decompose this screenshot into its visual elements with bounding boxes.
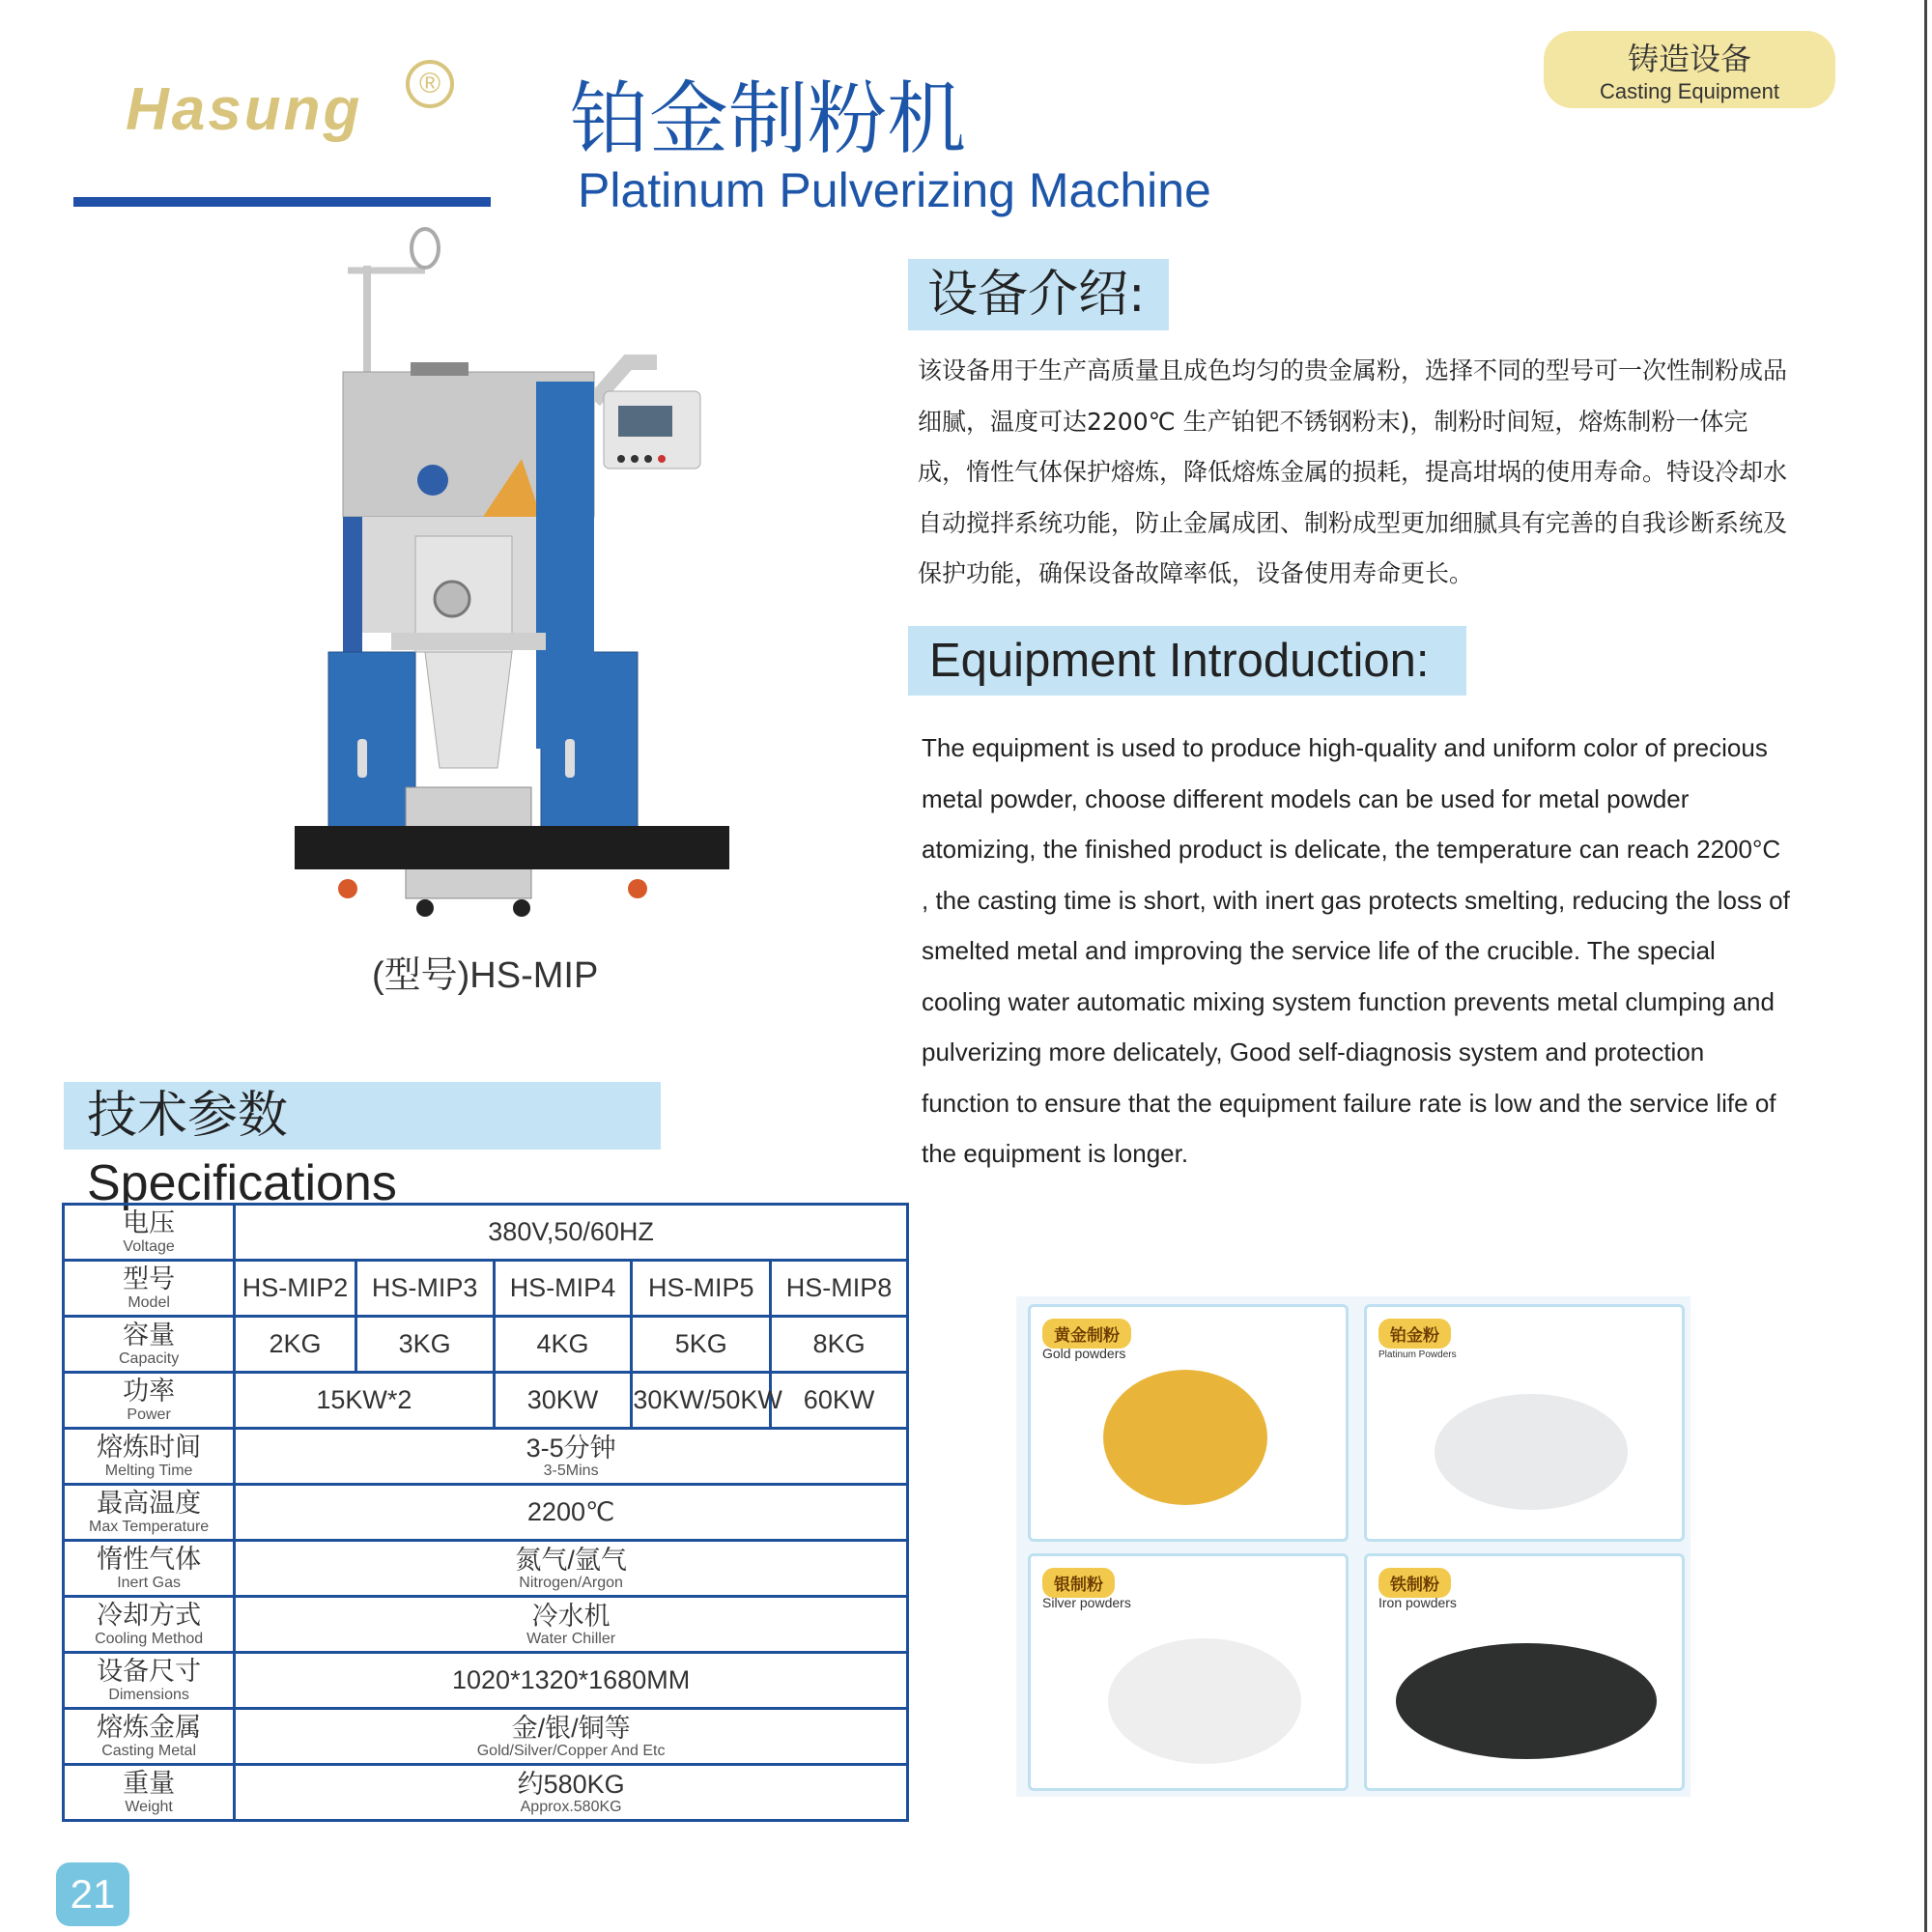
model-label: 型号 Model	[64, 1261, 235, 1317]
max-temp-label: 最高温度 Max Temperature	[64, 1485, 235, 1541]
model-value: HS-MIP3	[355, 1261, 494, 1317]
logo-underline	[73, 197, 491, 207]
dimensions-value: 1020*1320*1680MM	[235, 1653, 908, 1709]
power-label: 功率 Power	[64, 1373, 235, 1429]
power-value: 30KW	[494, 1373, 632, 1429]
melting-time-label: 熔炼时间 Melting Time	[64, 1429, 235, 1485]
table-row	[64, 1653, 908, 1709]
table-row	[64, 1373, 908, 1429]
capacity-value: 2KG	[235, 1317, 356, 1373]
casting-metal-label: 熔炼金属 Casting Metal	[64, 1709, 235, 1765]
inert-gas-value: 氮气/氩气 Nitrogen/Argon	[235, 1541, 908, 1597]
page-number: 21	[56, 1862, 129, 1926]
power-value: 60KW	[771, 1373, 908, 1429]
table-row	[64, 1485, 908, 1541]
table-row	[64, 1205, 908, 1261]
model-value: HS-MIP5	[632, 1261, 771, 1317]
capacity-value: 5KG	[632, 1317, 771, 1373]
hasung-logo: Hasung	[126, 76, 363, 143]
specs-heading-en: Specifications	[87, 1155, 397, 1211]
powder-badge: 铁制粉	[1378, 1568, 1451, 1598]
powder-label: Silver powders	[1042, 1595, 1131, 1610]
powder-label: Platinum Powders	[1378, 1350, 1457, 1360]
specs-heading	[64, 1082, 661, 1211]
silver-powder-card	[1028, 1553, 1349, 1791]
table-row	[64, 1709, 908, 1765]
table-row	[64, 1541, 908, 1597]
spec-table	[62, 1203, 909, 1822]
intro-heading-cn: 设备介绍:	[908, 259, 1169, 330]
voltage-value: 380V,50/60HZ	[235, 1205, 908, 1261]
cooling-label: 冷却方式 Cooling Method	[64, 1597, 235, 1653]
intro-body-en: The equipment is used to produce high-quality and uniform color of precious metal powder, choose different models can be used for metal powder atomizing, the finished product is delicate, the temperature can reach 2200°C , the casting time is short, with inert gas protects smelting, reducing the loss of smelted metal and improving the service life of the crucible. The special cooling water automatic mixing system function prevents metal clumping and pulverizing more delicately, Good self-diagnosis system and protection function to ensure that the equipment failure rate is low and the service life of the equipment is longer.	[922, 733, 1790, 1168]
capacity-value: 4KG	[494, 1317, 632, 1373]
registered-mark-icon: ®	[406, 60, 454, 108]
table-row	[64, 1317, 908, 1373]
machine-photo	[290, 227, 734, 932]
table-row	[64, 1429, 908, 1485]
specs-heading-cn: 技术参数	[87, 1087, 289, 1145]
powder-badge: 黄金制粉	[1042, 1319, 1131, 1349]
powder-badge: 铂金粉	[1378, 1319, 1451, 1349]
intro-body-cn: 该设备用于生产高质量且成色均匀的贵金属粉，选择不同的型号可一次性制粉成品细腻，温度可达2200℃ 生产铂钯不锈钢粉末)，制粉时间短，熔炼制粉一体完成，惰性气体保护熔炼，降低熔炼金属的损耗，提高坩埚的使用寿命。特设冷却水自动搅拌系统功能，防止金属成团、制粉成型更加细腻具有完善的自我诊断系统及保护功能，确保设备故障率低，设备使用寿命更长。	[918, 356, 1788, 587]
inert-gas-label: 惰性气体 Inert Gas	[64, 1541, 235, 1597]
capacity-value: 3KG	[355, 1317, 494, 1373]
capacity-label: 容量 Capacity	[64, 1317, 235, 1373]
powder-label: Iron powders	[1378, 1595, 1457, 1610]
intro-heading-en: Equipment Introduction:	[908, 626, 1466, 696]
powder-label: Gold powders	[1042, 1346, 1126, 1361]
model-value: HS-MIP4	[494, 1261, 632, 1317]
category-badge-cn: 铸造设备	[1627, 41, 1751, 77]
table-row	[64, 1261, 908, 1317]
powder-badge: 银制粉	[1042, 1568, 1115, 1598]
table-row	[64, 1765, 908, 1821]
category-badge	[1544, 31, 1835, 108]
power-value: 15KW*2	[235, 1373, 494, 1429]
dimensions-label: 设备尺寸 Dimensions	[64, 1653, 235, 1709]
gold-powder-card	[1028, 1304, 1349, 1542]
cooling-value: 冷水机 Water Chiller	[235, 1597, 908, 1653]
voltage-label: 电压 Voltage	[64, 1205, 235, 1261]
page-title-en: Platinum Pulverizing Machine	[578, 163, 1211, 217]
category-badge-en: Casting Equipment	[1600, 79, 1779, 103]
page-edge-line	[1924, 0, 1927, 1932]
melting-time-value: 3-5分钟 3-5Mins	[235, 1429, 908, 1485]
casting-metal-value: 金/银/铜等 Gold/Silver/Copper And Etc	[235, 1709, 908, 1765]
weight-label: 重量 Weight	[64, 1765, 235, 1821]
capacity-value: 8KG	[771, 1317, 908, 1373]
power-value: 30KW/50KW	[632, 1373, 771, 1429]
iron-powder-card	[1364, 1553, 1685, 1791]
table-row	[64, 1597, 908, 1653]
platinum-powder-card	[1364, 1304, 1685, 1542]
model-value: HS-MIP2	[235, 1261, 356, 1317]
max-temp-value: 2200℃	[235, 1485, 908, 1541]
weight-value: 约580KG Approx.580KG	[235, 1765, 908, 1821]
page-title-cn: 铂金制粉机	[570, 73, 967, 165]
machine-model-caption: (型号)HS-MIP	[372, 955, 599, 996]
model-value: HS-MIP8	[771, 1261, 908, 1317]
powder-samples-panel	[1016, 1296, 1690, 1797]
